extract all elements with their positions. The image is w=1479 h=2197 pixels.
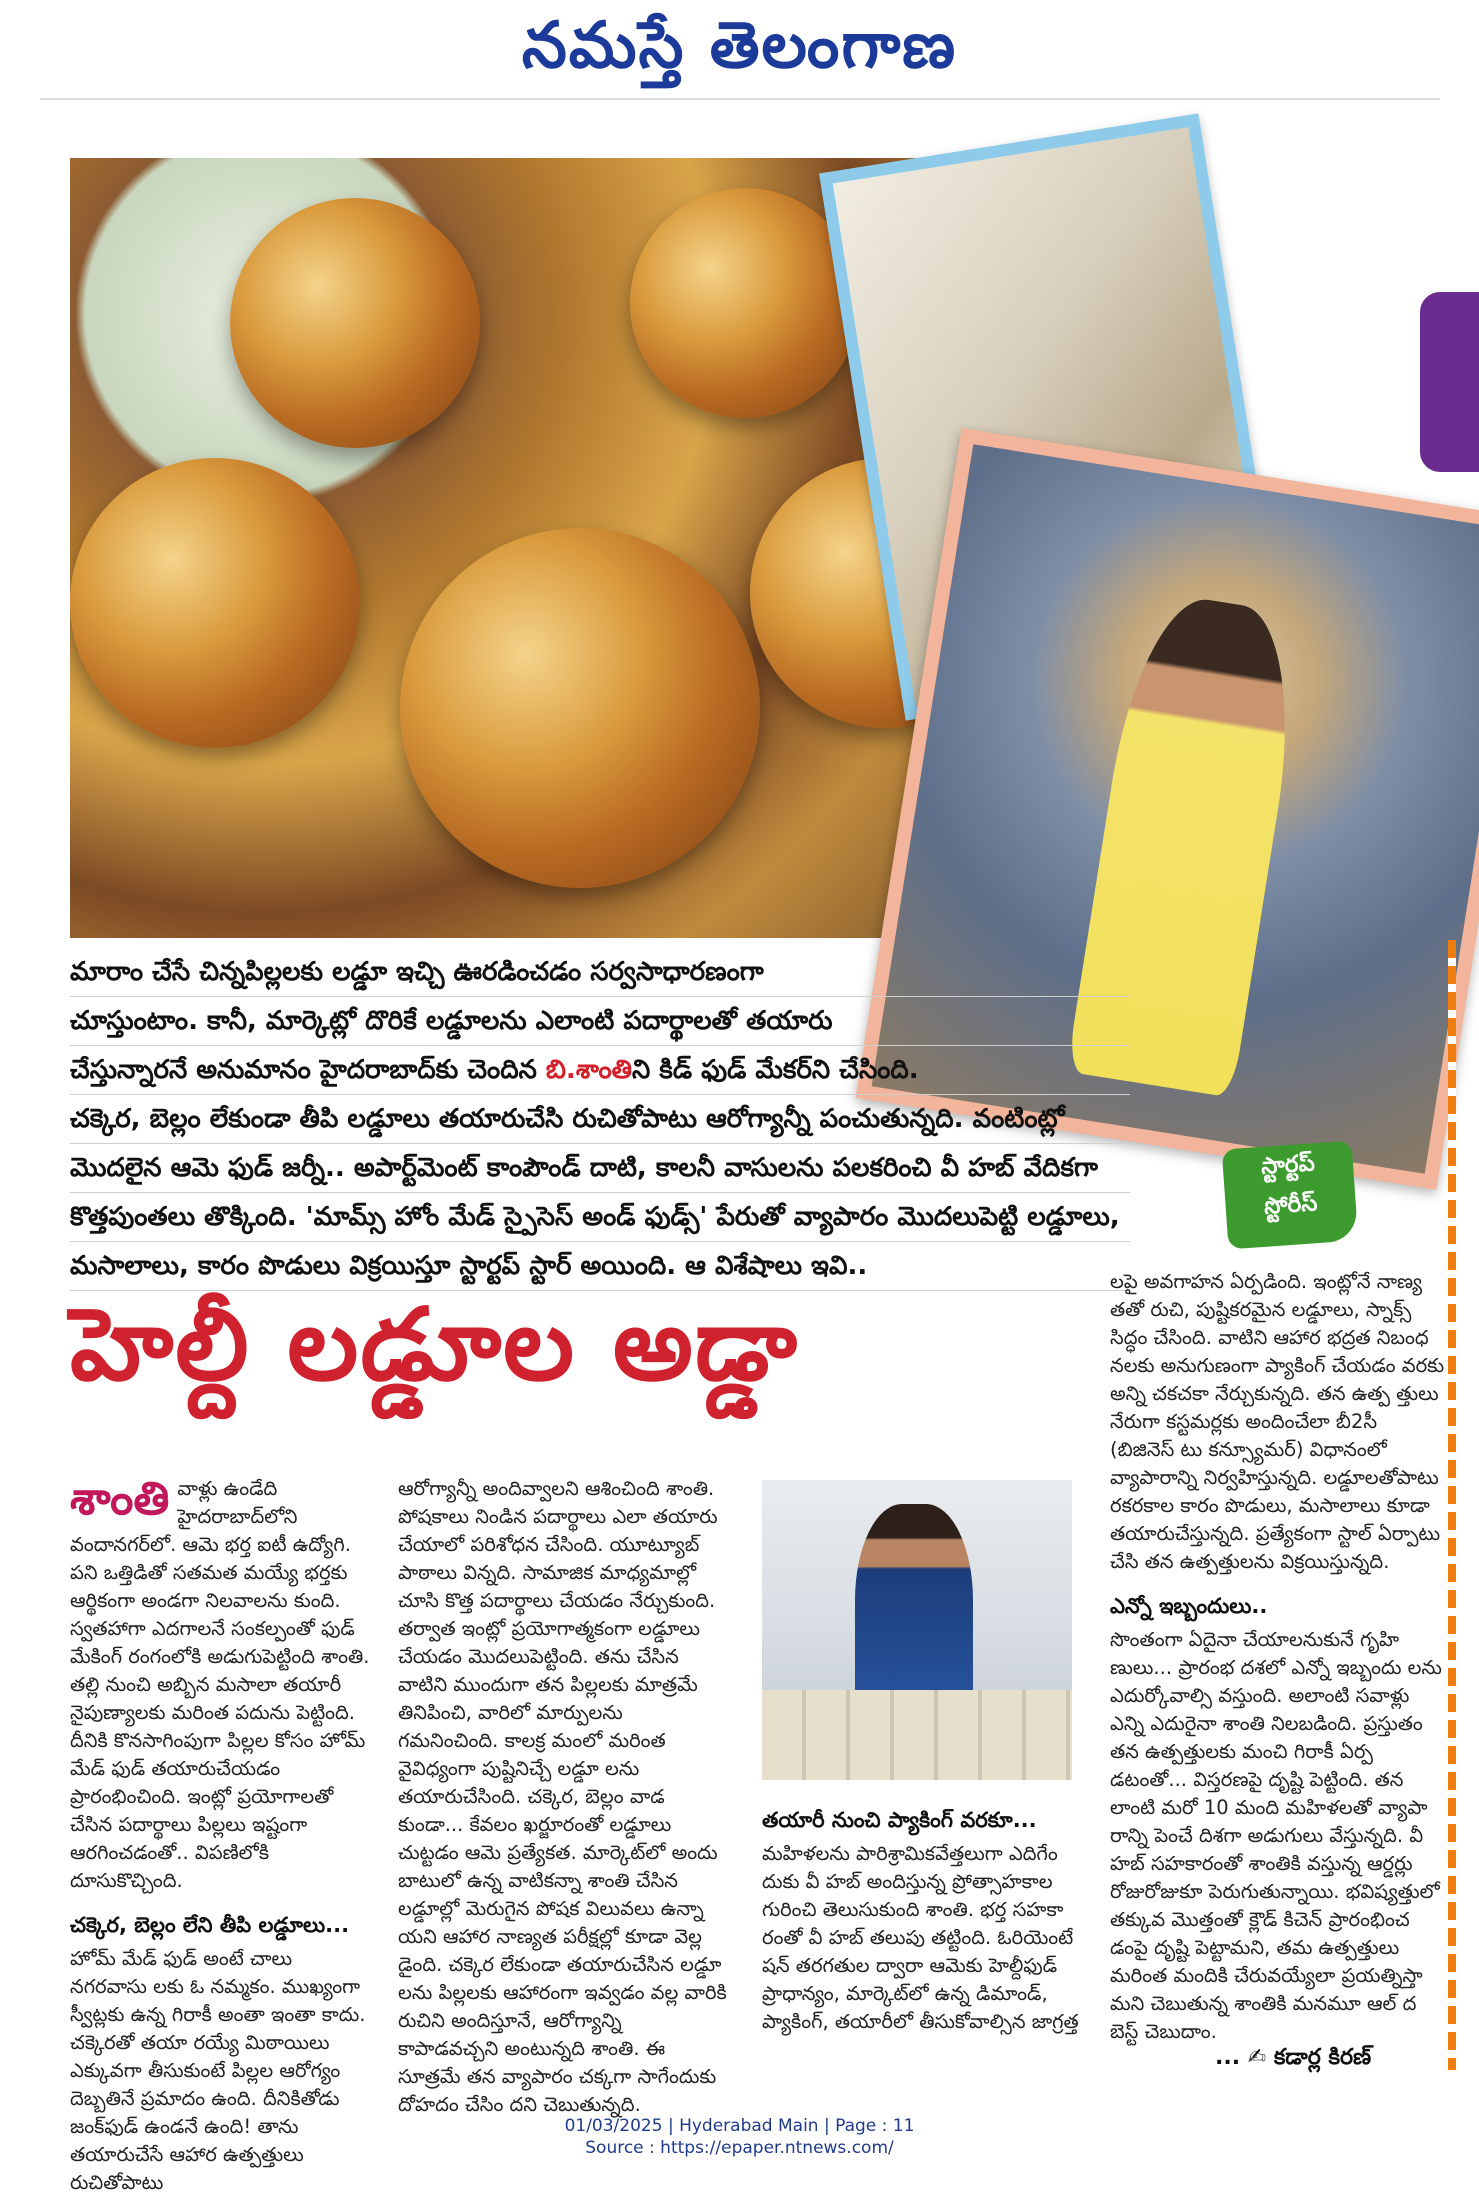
lead-word: శాంతి — [70, 1471, 170, 1525]
masthead-rule — [40, 98, 1440, 100]
author-byline: ... ✍ కడార్ల కిరణ్ — [1215, 2045, 1372, 2070]
intro-line: మారాం చేసే చిన్నపిల్లలకు లడ్డూ ఇచ్చి ఊరడించడం సర్వసాధారణంగా — [70, 948, 1130, 997]
article-column-2 — [398, 1475, 728, 2119]
decorative-dashed-bar — [1448, 940, 1456, 2070]
subheading: ఎన్నో ఇబ్బందులు.. — [1110, 1594, 1268, 1618]
section-tab — [1420, 292, 1479, 472]
intro-line: చూస్తుంటాం. కానీ, మార్కెట్లో దొరికే లడ్డూలను ఎలాంటి పదార్థాలతో తయారు — [70, 997, 1130, 1046]
paragraph: హోమ్ మేడ్ ఫుడ్ అంటే చాలు నగరవాసు లకు ఓ నమ్మకం. ముఖ్యంగా స్వీట్లకు ఉన్న గిరాకీ అంతా ఇంతా కాదు. చక్కెరతో తయా రయ్యే మిఠాయిలు ఎక్కువగా తీసుకుంటే పిల్లల ఆరోగ్యం దెబ్బతినే ప్రమాదం ఉంది. దీనికితోడు జంక్‌ఫుడ్ ఉండనే ఉంది! తాను తయారుచేసే ఆహార ఉత్పత్తులు రుచితోపాటు — [70, 1947, 366, 2194]
paragraph-text: వాళ్లు ఉండేది హైదరాబాద్‌లోని వందానగర్‌లో. ఆమె భర్త ఐటీ ఉద్యోగి. పని ఒత్తిడితో సతమత మయ్యే భర్తకు ఆర్థికంగా అండగా నిలవాలను కుంది. స్వతహాగా ఎదగాలనే సంకల్పంతో ఫుడ్ మేకింగ్ రంగంలోకి అడుగుపెట్టింది శాంతి. తల్లి నుంచి అబ్బిన మసాలా తయారీ నైపుణ్యాలకు మరింత పదును పెట్టింది. దీనికి కొనసాగింపుగా పిల్లల కోసం హోమ్ మేడ్ ఫుడ్ తయారుచేయడం ప్రారంభించింది. ఇంట్లో ప్రయోగాలతో చేసిన పదార్థాలు పిల్లలు ఇష్టంగా ఆరగించడంతో.. విపణిలోకి దూసుకొచ్చింది. — [70, 1477, 370, 1892]
highlighted-name: బి.శాంతి — [545, 1055, 632, 1085]
ladoo-image — [630, 188, 860, 418]
badge-line: స్టార్టప్ — [1260, 1150, 1316, 1180]
intro-line-tail: ని కిడ్ ఫుడ్ మేకర్‌ని చేసింది. — [631, 1055, 919, 1085]
intro-line: చక్కెర, బెల్లం లేకుండా తీపి లడ్డూలు తయారుచేసి రుచితోపాటు ఆరోగ్యాన్నీ పంచుతున్నది. వంటింట్లో — [70, 1095, 1130, 1144]
intro-line-text: చేస్తున్నారనే అనుమానం హైదరాబాద్‌కు చెందిన — [70, 1055, 537, 1085]
article-headline: హెల్దీ లడ్డూల అడ్డా — [70, 1286, 799, 1403]
ladoo-image — [70, 458, 360, 748]
edition-info: 01/03/2025 | Hyderabad Main | Page : 11 — [564, 2116, 915, 2136]
intro-line: కొత్తపుంతలు తొక్కింది. 'మామ్స్ హోం మేడ్ స్పైసెస్ అండ్ ఫుడ్స్' పేరుతో వ్యాపారం మొదలుపెట్టి లడ్డూలు, — [70, 1193, 1130, 1242]
source-link[interactable]: Source : https://epaper.ntnews.com/ — [585, 2138, 894, 2158]
intro-line: మసాలాలు, కారం పొడులు విక్రయిస్తూ స్టార్టప్ స్టార్ అయింది. ఆ విశేషాలు ఇవి.. — [70, 1242, 1130, 1291]
intro-block — [70, 948, 1130, 1291]
stall-photo — [762, 1480, 1072, 1780]
ladoo-image — [230, 198, 480, 448]
badge-line: స్టోరీస్ — [1263, 1190, 1319, 1220]
paragraph — [70, 1471, 375, 1895]
page-footer — [0, 2115, 1479, 2159]
startup-stories-badge — [1222, 1141, 1359, 1250]
intro-line: మొదలైన ఆమె ఫుడ్ జర్నీ.. అపార్ట్‌మెంట్ కాంపౌండ్ దాటి, కాలనీ వాసులను పలకరించి వీ హబ్ వేదికగా — [70, 1144, 1130, 1193]
ladoo-image — [400, 528, 760, 888]
subheading: చక్కెర, బెల్లం లేని తీపి లడ్డూలు... — [70, 1913, 350, 1937]
paragraph: మహిళలను పారిశ్రామికవేత్తలుగా ఎదిగేం దుకు వీ హబ్ అందిస్తున్న ప్రోత్సాహకాల గురించి తెలుసుకుంది శాంతి. భర్త సహకా రంతో వీ హబ్ తలుపు తట్టింది. ఓరియెంటే షన్ తరగతుల ద్వారా ఆమెకు హెల్దీఫుడ్ ప్రాధాన్యం, మార్కెట్‌లో ఉన్న డిమాండ్, ప్యాకింగ్, తయారీలో తీసుకోవాల్సిన జాగ్రత్త — [762, 1842, 1079, 2033]
intro-line — [70, 1046, 1130, 1095]
subheading: తయారీ నుంచి ప్యాకింగ్ వరకూ... — [762, 1808, 1037, 1832]
paragraph: లపై అవగాహన ఏర్పడింది. ఇంట్లోనే నాణ్య తతో రుచి, పుష్టికరమైన లడ్డూలు, స్నాక్స్ సిద్ధం చేసింది. వాటిని ఆహార భద్రత నిబంధ నలకు అనుగుణంగా ప్యాకింగ్ చేయడం వరకు అన్ని చకచకా నేర్చుకున్నది. తన ఉత్ప త్తులు నేరుగా కస్టమర్లకు అందించేలా బీ2సీ (బిజినెస్ టు కన్స్యూమర్) విధానంలో వ్యాపారాన్ని నిర్వహిస్తున్నది. లడ్డూలతోపాటు రకరకాల కారం పొడులు, మసాలాలు కూడా తయారుచేస్తున్నది. ప్రత్యేకంగా స్టాల్ ఏర్పాటు చేసి తన ఉత్పత్తులను విక్రయిస్తున్నది. — [1110, 1270, 1445, 1573]
newspaper-logo: నమస్తే తెలంగాణ — [521, 8, 958, 83]
article-column-3 — [762, 1790, 1092, 2036]
paragraph: ఆరోగ్యాన్నీ అందివ్వాలని ఆశించింది శాంతి. పోషకాలు నిండిన పదార్థాలు ఎలా తయారు చేయాలో పరిశోధన చేసింది. యూట్యూబ్ పాఠాలు విన్నది. సామాజిక మాధ్యమాల్లో చూసి కొత్త పదార్థాలు చేయడం నేర్చుకుంది. తర్వాత ఇంట్లో ప్రయోగాత్మకంగా లడ్డూలు చేయడం మొదలుపెట్టింది. తను చేసిన వాటిని ముందుగా తన పిల్లలకు మాత్రమే తినిపించి, వారిలో మార్పులను గమనించింది. కాలక్ర మంలో మరింత వైవిధ్యంగా పుష్టినిచ్చే లడ్డూ లను తయారుచేసింది. చక్కెర, బెల్లం వాడ కుండా... కేవలం ఖర్జూరంతో లడ్డూలు చుట్టడం ఆమె ప్రత్యేకత. మార్కెట్‌లో అందు బాటులో ఉన్న వాటికన్నా శాంతి చేసిన లడ్డూల్లో మెరుగైన పోషక విలువలు ఉన్నా యని ఆహార నాణ్యత పరీక్షల్లో కూడా వెల్ల డైంది. చక్కెర లేకుండా తయారుచేసిన లడ్డూ లను పిల్లలకు ఆహారంగా ఇవ్వడం వల్ల వారికి రుచిని అందిస్తూనే, ఆరోగ్యాన్ని కాపాడవచ్చని అంటున్నది శాంతి. ఈ సూత్రమే తన వ్యాపారం చక్కగా సాగేందుకు దోహదం చేసిం దని చెబుతున్నది. — [398, 1477, 727, 2116]
article-column-1 — [70, 1471, 375, 2197]
masthead — [0, 0, 1479, 100]
product-boxes — [762, 1690, 1072, 1780]
paragraph: సొంతంగా ఏదైనా చేయాలనుకునే గృహి ణులు... ప్రారంభ దశలో ఎన్నో ఇబ్బందు లను ఎదుర్కోవాల్సి వస్తుంది. అలాంటి సవాళ్లు ఎన్ని ఎదురైనా శాంతి నిలబడింది. ప్రస్తుతం తన ఉత్పత్తులకు మంచి గిరాకీ ఏర్ప డటంతో... విస్తరణపై దృష్టి పెట్టింది. తన లాంటి మరో 10 మంది మహిళలతో వ్యాపా రాన్ని పెంచే దిశగా అడుగులు వేస్తున్నది. వీ హబ్ సహకారంతో శాంతికి వస్తున్న ఆర్డర్లు రోజురోజుకూ పెరుగుతున్నాయి. భవిష్యత్తులో తక్కువ మొత్తంతో క్లౌడ్ కిచెన్ ప్రారంభించ డంపై దృష్టి పెట్టామని, తమ ఉత్పత్తులు మరింత మందికి చేరువయ్యేలా ప్రయత్నిస్తా మని చెబుతున్న శాంతికి మనమూ ఆల్ ద బెస్ట్ చెబుదాం. — [1110, 1628, 1442, 2043]
article-column-4 — [1110, 1268, 1445, 2046]
